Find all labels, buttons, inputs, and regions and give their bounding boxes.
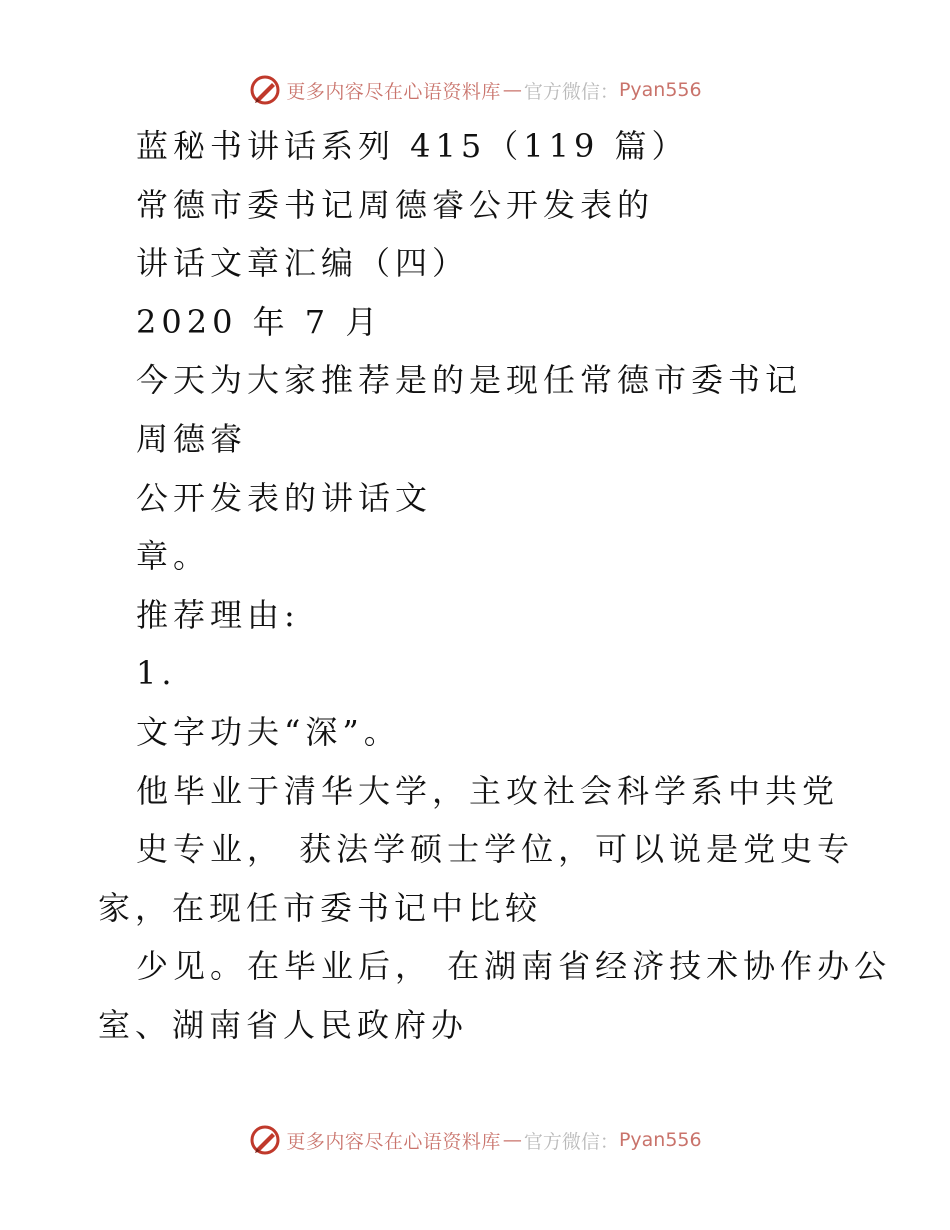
series-title-line: 蓝秘书讲话系列 415（119 篇） xyxy=(136,127,689,165)
reason-heading: 文字功夫“深”。 xyxy=(136,712,401,751)
list-number: 1. xyxy=(136,654,177,693)
body-line: 少见。在毕业后， 在湖南省经济技术协作办公 xyxy=(136,947,892,986)
watermark-wechat-id: Pyan556 xyxy=(618,79,702,101)
watermark-text: 更多内容尽在心语资料库 xyxy=(286,1130,501,1153)
body-line: 他毕业于清华大学，主攻社会科学系中共党 xyxy=(136,771,840,810)
section-heading: 推荐理由: xyxy=(136,595,300,634)
document-title-line-2: 讲话文章汇编（四） xyxy=(136,244,470,283)
footer-watermark xyxy=(0,1120,950,1160)
watermark-wechat-id: Pyan556 xyxy=(618,1129,702,1151)
watermark-dash: — xyxy=(502,1129,522,1151)
body-line: 家，在现任市委书记中比较 xyxy=(98,888,543,927)
document-title-line-1: 常德市委书记周德睿公开发表的 xyxy=(136,185,655,224)
pen-logo-icon xyxy=(248,73,282,107)
watermark-text: 更多内容尽在心语资料库 xyxy=(286,80,501,103)
body-line: 室、湖南省人民政府办 xyxy=(98,1005,469,1044)
body-line: 史专业， 获法学硕士学位，可以说是党史专 xyxy=(136,830,855,869)
body-line: 章。 xyxy=(136,537,211,576)
header-watermark xyxy=(0,70,950,110)
pen-logo-icon xyxy=(248,1123,282,1157)
date-line: 2020 年 7 月 xyxy=(136,302,383,341)
watermark-dash: — xyxy=(502,79,522,101)
body-line: 周德睿 xyxy=(136,419,248,458)
body-line: 公开发表的讲话文 xyxy=(136,478,433,517)
body-line: 今天为大家推荐是的是现任常德市委书记 xyxy=(136,361,803,400)
watermark-label: 官方微信： xyxy=(523,1130,619,1153)
document-body xyxy=(0,117,950,1055)
watermark-label: 官方微信： xyxy=(523,80,619,103)
